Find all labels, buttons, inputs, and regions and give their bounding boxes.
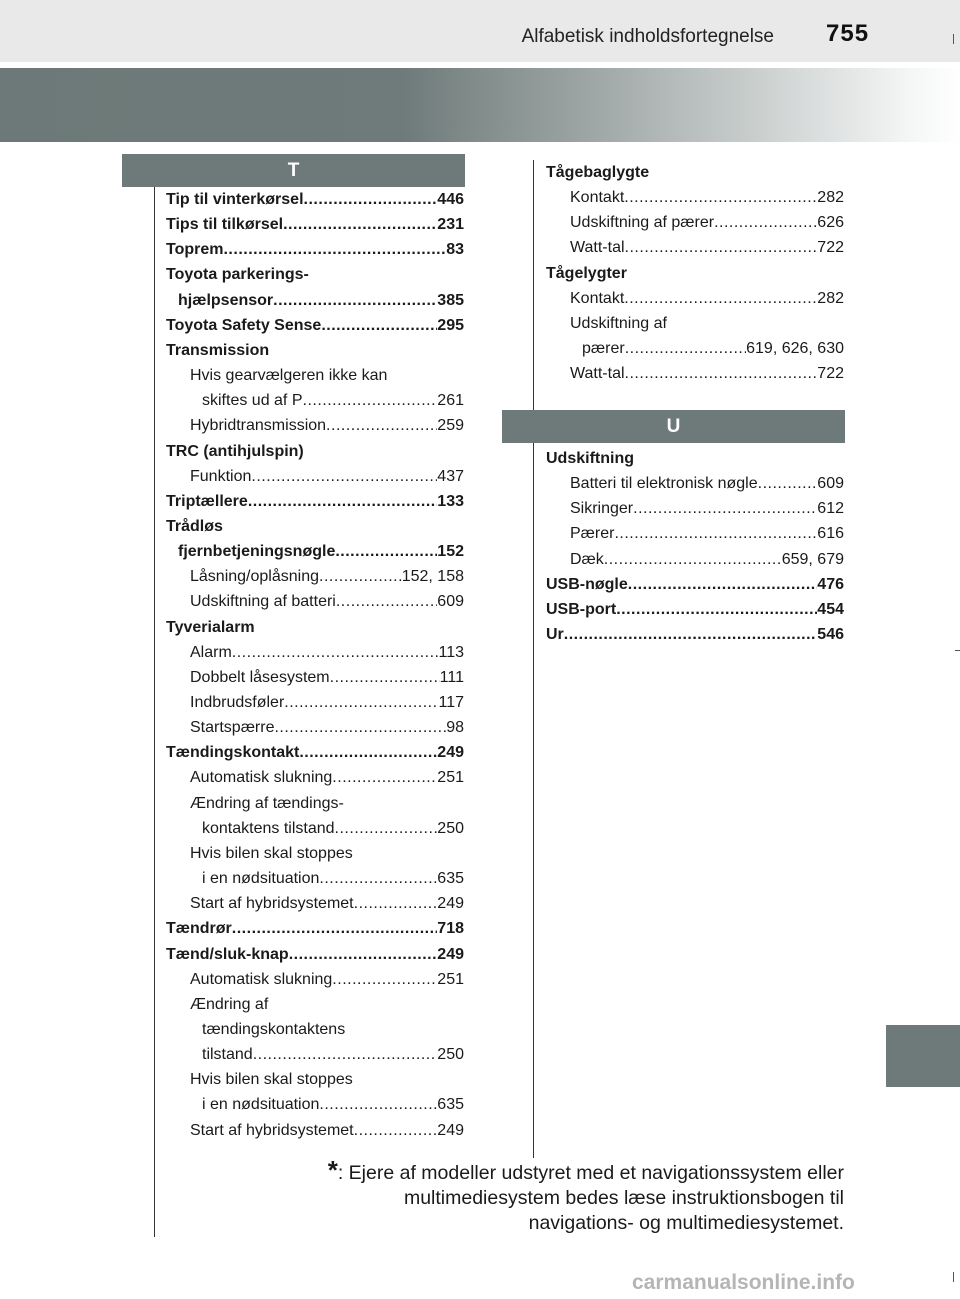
leader-dots xyxy=(354,891,438,916)
entry-term: Hybridtransmission xyxy=(190,417,327,435)
entry-page: 113 xyxy=(438,643,464,661)
index-entry xyxy=(166,740,464,765)
entry-page: 231 xyxy=(437,216,464,234)
entry-page: 454 xyxy=(817,600,844,618)
leader-dots xyxy=(274,715,446,740)
index-entry xyxy=(190,765,464,790)
leader-dots xyxy=(335,816,438,841)
entry-page: 250 xyxy=(437,819,464,837)
leader-dots xyxy=(354,1118,438,1143)
leader-dots xyxy=(289,942,438,967)
entry-term: Kontakt xyxy=(570,289,625,307)
index-entry xyxy=(546,160,649,185)
header-banner xyxy=(0,68,960,142)
footnote-marker: * xyxy=(327,1155,338,1185)
leader-dots xyxy=(251,464,437,489)
entry-term: pærer xyxy=(582,340,625,358)
entry-term: Tågebaglygte xyxy=(546,164,650,181)
entry-page: 249 xyxy=(437,945,464,963)
page-number: 755 xyxy=(826,20,870,47)
index-entry xyxy=(582,336,844,361)
leader-dots xyxy=(304,187,438,212)
entry-page: 261 xyxy=(437,392,464,410)
index-entry xyxy=(202,816,464,841)
entry-term: Automatisk slukning xyxy=(190,970,333,988)
leader-dots xyxy=(335,539,437,564)
leader-dots xyxy=(758,471,818,496)
entry-page: 546 xyxy=(817,626,844,644)
entry-page: 152, 158 xyxy=(401,568,464,586)
index-entry xyxy=(166,439,304,464)
entry-term: Tips til tilkørsel xyxy=(166,216,284,234)
entry-page: 282 xyxy=(817,189,844,207)
entry-page: 619, 626, 630 xyxy=(746,340,844,358)
entry-page: 446 xyxy=(437,191,464,208)
leader-dots xyxy=(248,489,437,514)
entry-term: fjernbetjeningsnøgle xyxy=(178,543,336,561)
index-entry xyxy=(190,690,464,715)
entry-term: Alarm xyxy=(190,643,232,661)
leader-dots xyxy=(332,765,437,790)
entry-term: hjælpsensor xyxy=(178,291,274,309)
index-entry xyxy=(190,665,464,690)
chapter-side-tab xyxy=(886,1025,960,1087)
index-entry xyxy=(190,413,464,438)
entry-page: 117 xyxy=(438,694,464,711)
entry-page: 249 xyxy=(437,1121,464,1139)
entry-term: Tågelygter xyxy=(546,264,627,282)
leader-dots xyxy=(604,547,782,572)
entry-term: Kontakt xyxy=(570,189,625,207)
entry-page: 722 xyxy=(817,239,844,257)
entry-term: skiftes ud af P xyxy=(202,392,303,410)
entry-term: Transmission xyxy=(166,341,270,359)
index-entry xyxy=(178,288,464,313)
entry-term: Udskiftning af pærer xyxy=(570,214,715,232)
watermark: carmanualsonline.info xyxy=(632,1271,855,1294)
section-header-u: U xyxy=(502,410,845,443)
entry-term: Funktion xyxy=(190,467,252,485)
entry-term: tændingskontaktens xyxy=(202,1020,346,1038)
index-entry xyxy=(546,597,844,622)
entry-term: Toyota parkerings- xyxy=(166,266,309,284)
index-entry xyxy=(166,916,464,941)
entry-term: Ændring af xyxy=(190,995,269,1013)
leader-dots xyxy=(614,521,817,546)
leader-dots xyxy=(714,210,817,235)
index-entry xyxy=(190,363,387,388)
entry-term: tilstand xyxy=(202,1046,253,1064)
leader-dots xyxy=(321,313,437,338)
leader-dots xyxy=(633,496,817,521)
crop-mark-middle xyxy=(955,650,960,651)
index-entry xyxy=(190,589,464,614)
index-entry xyxy=(570,361,844,386)
entry-page: 635 xyxy=(437,870,464,888)
entry-term: Start af hybridsystemet xyxy=(190,895,354,913)
index-entry xyxy=(570,235,844,260)
index-entry xyxy=(166,489,464,514)
entry-term: Pærer xyxy=(570,525,615,543)
entry-term: i en nødsituation xyxy=(202,1096,320,1114)
index-entry xyxy=(190,1067,353,1092)
entry-page: 249 xyxy=(437,895,464,913)
entry-page: 152 xyxy=(437,543,464,561)
entry-page: 437 xyxy=(437,467,464,485)
leader-dots xyxy=(564,622,818,647)
entry-page: 250 xyxy=(437,1046,464,1064)
entry-term: Ændring af tændings- xyxy=(190,794,344,812)
index-entry xyxy=(190,967,464,992)
entry-term: Tænd/sluk-knap xyxy=(166,945,289,963)
entry-term: Låsning/oplåsning xyxy=(190,568,319,586)
leader-dots xyxy=(624,185,817,210)
leader-dots xyxy=(625,235,818,260)
index-entry xyxy=(166,262,309,287)
index-entry xyxy=(166,237,464,262)
index-entry xyxy=(570,521,844,546)
footnote-line-1: : Ejere af modeller udstyret med et navigationssystem eller xyxy=(337,1162,844,1184)
index-entry xyxy=(202,1092,464,1117)
entry-term: Triptællere xyxy=(166,492,248,510)
entry-term: Trådløs xyxy=(166,517,223,535)
leader-dots xyxy=(284,690,438,715)
leader-dots xyxy=(625,361,818,386)
index-entry xyxy=(570,185,844,210)
entry-term: USB-port xyxy=(546,600,617,618)
entry-term: Udskiftning af batteri xyxy=(190,593,336,611)
entry-term: Tyverialarm xyxy=(166,618,255,636)
entry-page: 251 xyxy=(437,769,464,787)
entry-term: Hvis gearvælgeren ikke kan xyxy=(190,367,388,385)
entry-page: 259 xyxy=(437,417,464,435)
entry-term: Toyota Safety Sense xyxy=(166,316,322,334)
index-entry xyxy=(190,640,464,665)
leader-dots xyxy=(625,336,746,361)
entry-term: Dobbelt låsesystem xyxy=(190,668,330,686)
leader-dots xyxy=(332,967,437,992)
index-entry xyxy=(570,471,844,496)
entry-page: 635 xyxy=(437,1096,464,1114)
index-entry xyxy=(546,622,844,647)
leader-dots xyxy=(299,740,437,765)
crop-mark-bottom xyxy=(953,1272,954,1282)
entry-page: 282 xyxy=(817,289,844,307)
leader-dots xyxy=(232,640,439,665)
entry-term: Hvis bilen skal stoppes xyxy=(190,844,353,862)
entry-page: 83 xyxy=(446,241,464,259)
entry-page: 609 xyxy=(817,475,844,493)
entry-term: Batteri til elektronisk nøgle xyxy=(570,475,758,493)
index-entry xyxy=(190,464,464,489)
index-entry xyxy=(202,866,464,891)
index-entry xyxy=(190,1118,464,1143)
entry-page: 251 xyxy=(437,970,464,988)
entry-page: 295 xyxy=(437,316,464,334)
entry-page: 249 xyxy=(437,744,464,762)
entry-term: TRC (antihjulspin) xyxy=(166,442,304,460)
leader-dots xyxy=(326,413,437,438)
index-entry xyxy=(190,841,353,866)
left-column-rule xyxy=(154,185,155,1237)
entry-page: 609 xyxy=(437,593,464,611)
index-entry xyxy=(178,539,464,564)
index-entry xyxy=(166,187,464,212)
entry-page: 98 xyxy=(446,719,464,737)
entry-page: 612 xyxy=(817,500,844,518)
entry-term: USB-nøgle xyxy=(546,575,628,593)
leader-dots xyxy=(283,212,437,237)
leader-dots xyxy=(232,916,438,941)
index-entry xyxy=(570,311,667,336)
entry-term: Tændingskontakt xyxy=(166,744,300,762)
index-entry xyxy=(546,446,634,471)
index-entry xyxy=(166,514,223,539)
entry-term: Tip til vinterkørsel xyxy=(166,191,304,208)
entry-term: Tændrør xyxy=(166,920,232,938)
leader-dots xyxy=(616,597,817,622)
leader-dots xyxy=(319,1092,437,1117)
entry-term: Hvis bilen skal stoppes xyxy=(190,1071,353,1089)
entry-term: Automatisk slukning xyxy=(190,769,333,787)
leader-dots xyxy=(628,572,818,597)
header-title: Alfabetisk indholdsfortegnelse xyxy=(521,26,774,47)
index-entry xyxy=(546,572,844,597)
footnote xyxy=(280,1155,844,1236)
entry-term: Watt-tal xyxy=(570,365,625,383)
index-entry xyxy=(190,564,464,589)
index-entry xyxy=(570,496,844,521)
entry-page: 476 xyxy=(817,575,844,593)
index-entry xyxy=(546,261,627,286)
index-entry xyxy=(202,1017,345,1042)
index-entry xyxy=(166,615,255,640)
index-entry xyxy=(570,210,844,235)
index-entry xyxy=(190,891,464,916)
entry-page: 659, 679 xyxy=(781,550,844,568)
leader-dots xyxy=(330,665,440,690)
leader-dots xyxy=(624,286,817,311)
footnote-line-3: navigations- og multimediesystemet. xyxy=(528,1212,844,1234)
entry-term: Indbrudsføler xyxy=(190,694,285,711)
entry-term: Toprem xyxy=(166,241,224,259)
index-entry xyxy=(166,338,269,363)
leader-dots xyxy=(273,288,437,313)
index-entry xyxy=(166,942,464,967)
entry-term: Watt-tal xyxy=(570,239,625,257)
index-entry xyxy=(202,1042,464,1067)
crop-mark-top xyxy=(953,34,954,44)
entry-page: 133 xyxy=(437,492,464,510)
entry-page: 111 xyxy=(439,668,464,686)
index-entry xyxy=(570,547,844,572)
index-entry xyxy=(190,791,344,816)
entry-term: kontaktens tilstand xyxy=(202,819,335,837)
entry-page: 616 xyxy=(817,525,844,543)
entry-term: Start af hybridsystemet xyxy=(190,1121,354,1139)
entry-term: Udskiftning xyxy=(546,450,634,467)
leader-dots xyxy=(319,564,402,589)
index-entry xyxy=(166,212,464,237)
leader-dots xyxy=(253,1042,438,1067)
entry-page: 385 xyxy=(437,291,464,309)
leader-dots xyxy=(319,866,437,891)
entry-page: 718 xyxy=(437,920,464,938)
right-column-rule xyxy=(533,160,534,1158)
index-entry xyxy=(166,313,464,338)
entry-term: i en nødsituation xyxy=(202,870,320,888)
leader-dots xyxy=(223,237,446,262)
leader-dots xyxy=(336,589,437,614)
entry-page: 722 xyxy=(817,365,844,383)
entry-term: Sikringer xyxy=(570,500,634,518)
footnote-line-2: multimediesystem bedes læse instruktionsbogen til xyxy=(403,1187,844,1209)
index-entry xyxy=(190,715,464,740)
section-header-t: T xyxy=(122,154,465,187)
leader-dots xyxy=(303,388,438,413)
entry-term: Udskiftning af xyxy=(570,314,667,332)
index-entry xyxy=(570,286,844,311)
entry-term: Startspærre xyxy=(190,719,275,737)
entry-term: Dæk xyxy=(570,550,604,568)
entry-page: 626 xyxy=(817,214,844,232)
index-entry xyxy=(190,992,268,1017)
entry-term: Ur xyxy=(546,626,564,644)
index-entry xyxy=(202,388,464,413)
